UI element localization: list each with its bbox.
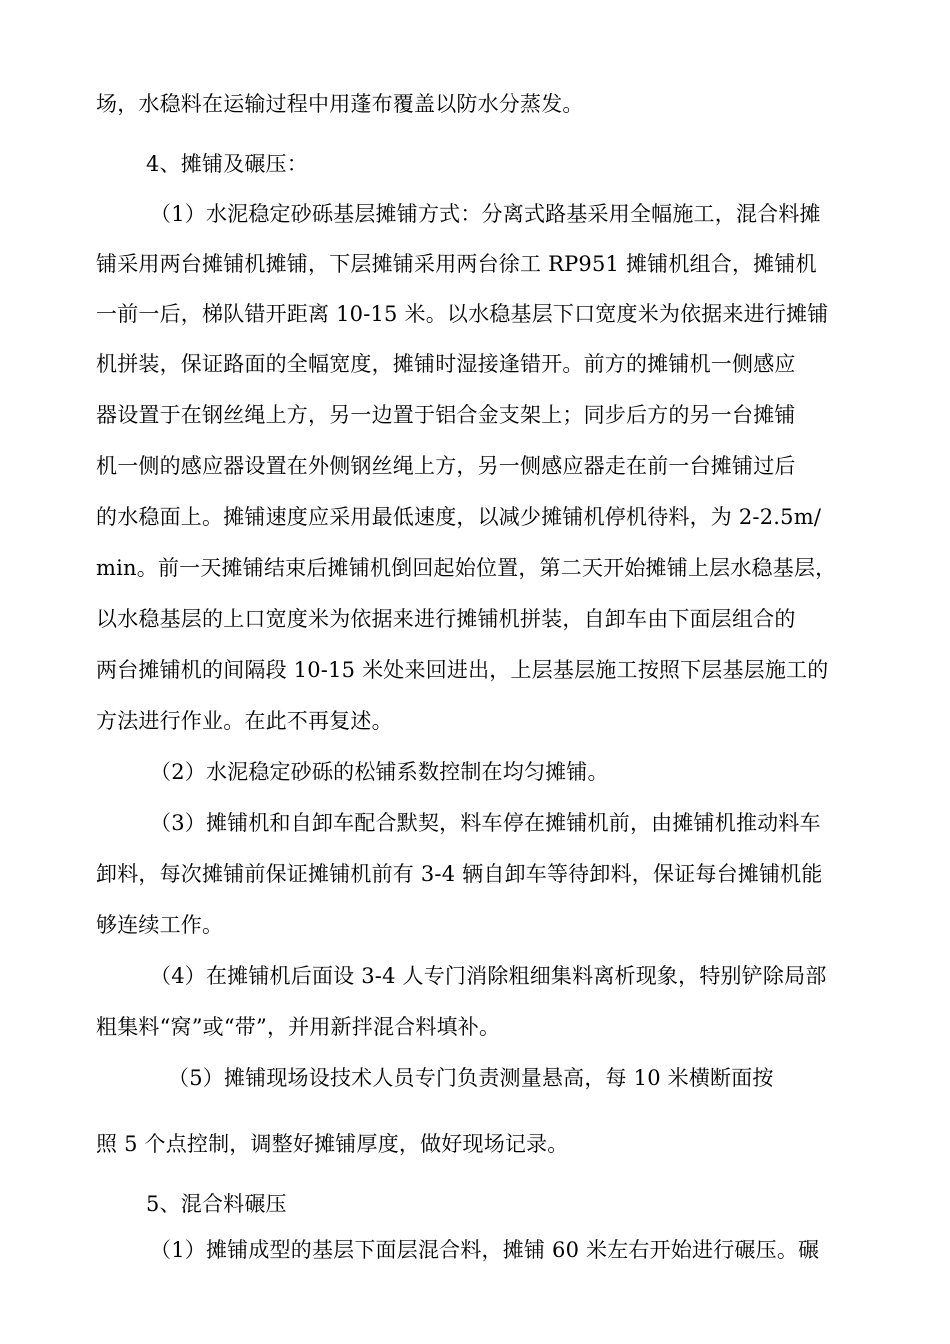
text-line: 照 5 个点控制，调整好摊铺厚度，做好现场记录。: [96, 1132, 569, 1156]
text-line: （1）摊铺成型的基层下面层混合料，摊铺 60 米左右开始进行碾压。碾: [150, 1238, 820, 1262]
text-line: 的水稳面上。摊铺速度应采用最低速度，以减少摊铺机停机待料，为 2-2.5m/: [96, 505, 822, 529]
text-line: 器设置于在钢丝绳上方，另一边置于铝合金支架上；同步后方的另一台摊铺: [96, 403, 796, 427]
text-line: 方法进行作业。在此不再复述。: [96, 709, 393, 733]
text-line: 卸料，每次摊铺前保证摊铺机前有 3-4 辆自卸车等待卸料，保证每台摊铺机能: [96, 862, 823, 886]
text-line: 够连续工作。: [96, 913, 224, 937]
text-line: （5）摊铺现场设技术人员专门负责测量悬高，每 10 米横断面按: [168, 1066, 774, 1090]
section-heading: 5、混合料碾压: [146, 1192, 287, 1216]
text-line: （2）水泥稳定砂砾的松铺系数控制在均匀摊铺。: [150, 760, 609, 784]
text-line: （3）摊铺机和自卸车配合默契，料车停在摊铺机前，由摊铺机推动料车: [150, 811, 821, 835]
text-line: （4）在摊铺机后面设 3-4 人专门消除粗细集料离析现象，特别铲除局部: [150, 964, 827, 988]
text-line: min。前一天摊铺结束后摊铺机倒回起始位置，第二天开始摊铺上层水稳基层，: [96, 556, 837, 580]
text-line: 机拼装，保证路面的全幅宽度，摊铺时湿接逢错开。前方的摊铺机一侧感应: [96, 352, 796, 376]
text-line: （1）水泥稳定砂砾基层摊铺方式：分离式路基采用全幅施工，混合料摊: [150, 202, 821, 226]
text-line: 机一侧的感应器设置在外侧钢丝绳上方，另一侧感应器走在前一台摊铺过后: [96, 454, 796, 478]
text-line: 铺采用两台摊铺机摊铺，下层摊铺采用两台徐工 RP951 摊铺机组合，摊铺机: [96, 252, 817, 276]
section-heading: 4、摊铺及碾压：: [146, 152, 308, 176]
text-line: 一前一后，梯队错开距离 10-15 米。以水稳基层下口宽度米为依据来进行摊铺: [96, 302, 829, 326]
text-line: 粗集料“窝”或“带”，并用新拌混合料填补。: [96, 1015, 501, 1039]
text-line: 场，水稳料在运输过程中用蓬布覆盖以防水分蒸发。: [96, 92, 584, 116]
text-line: 两台摊铺机的间隔段 10-15 米处来回进出，上层基层施工按照下层基层施工的: [96, 658, 829, 682]
text-line: 以水稳基层的上口宽度米为依据来进行摊铺机拼装，自卸车由下面层组合的: [96, 607, 796, 631]
